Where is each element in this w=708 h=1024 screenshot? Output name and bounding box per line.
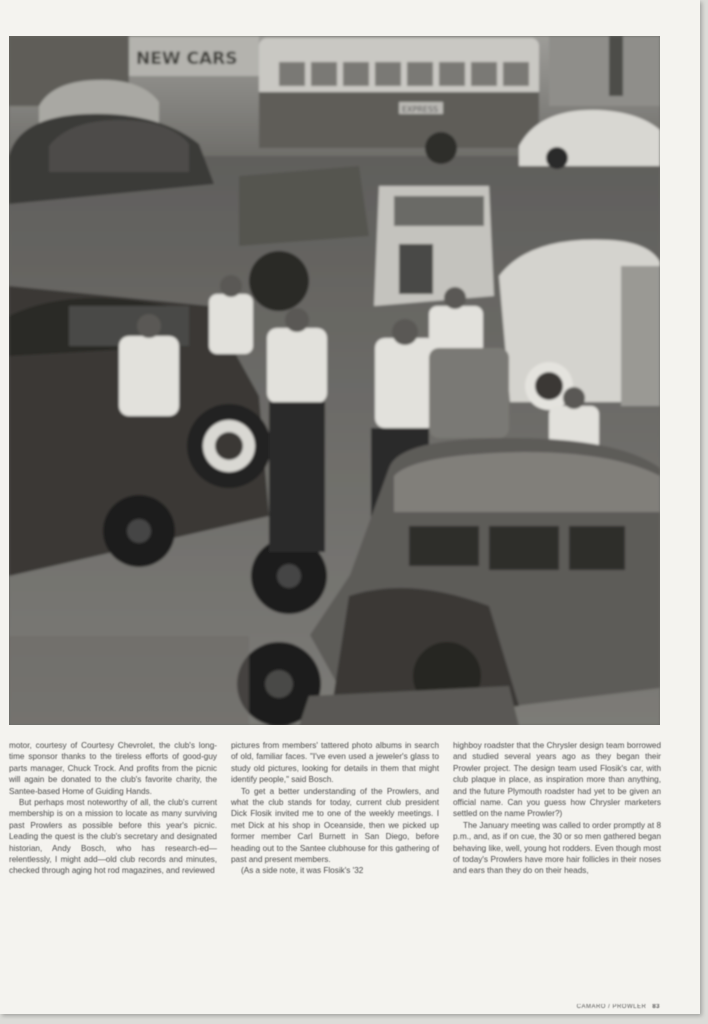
hot-rod-club-photo xyxy=(9,36,660,725)
paragraph: pictures from members' tattered photo albums in search of old, familiar faces. "I've even used a jeweler's glass to study old pictures, looking for details in them that might identify people," said Bosch. xyxy=(231,741,439,785)
paragraph: To get a better understanding of the Prowlers, and what the club stands for today, current club president Dick Flosik invited me to one of the weekly meetings. I met Dick at his shop in Oceanside, then we picked up former member Carl Burnett in San Diego, before heading out to the Santee clubhouse for this gathering of past and present members. xyxy=(231,786,439,865)
man-plaid-shirt xyxy=(119,336,179,416)
bus-sign: EXPRESS xyxy=(402,105,439,114)
text-column-1 xyxy=(9,740,217,877)
text-column-3 xyxy=(453,740,661,877)
article-body xyxy=(9,740,660,990)
paragraph: highboy roadster that the Chrysler design team borrowed and studied several years ago as they began their Prowler project. The design team used Flosik's car, with club plaque in place, as inspiration more than anything, and the future Plymouth roadster had yet to be given an official name. Can you guess how Chrysler marketers settled on the name Prowler?) xyxy=(453,741,661,819)
page-number: 83 xyxy=(652,1004,660,1010)
page-footer xyxy=(560,1004,660,1010)
photo-illustration xyxy=(9,36,660,725)
magazine-name: CAMARO / PROWLER xyxy=(576,1004,647,1010)
store-sign: NEW CARS xyxy=(136,49,238,69)
paragraph: But perhaps most noteworthy of all, the club's current membership is on a mission to locate as many surviving past Prowlers as possible before this year's picnic. Leading the quest is the club's secretary and designated historian, Andy Bosch, who has research-ed—relentlessly, I might add—old club records and minutes, checked through aging hot rod magazines, and reviewed xyxy=(9,798,217,876)
paragraph: The January meeting was called to order promptly at 8 p.m., and, as if on cue, the 30 or so men gathered began behaving like, well, young hot rodders. Even though most of today's Prowlers have more hair follicles in their noses and ears than they do on their heads, xyxy=(453,820,661,876)
text-column-2 xyxy=(231,740,439,877)
paragraph: motor, courtesy of Courtesy Chevrolet, the club's long-time sponsor thanks to the tireless efforts of good-guy parts manager, Chuck Trock. And profits from the picnic will again be donated to the club's favorite charity, the Santee-based Home of Guiding Hands. xyxy=(9,741,217,796)
paragraph: (As a side note, it was Flosik's '32 xyxy=(241,866,364,876)
